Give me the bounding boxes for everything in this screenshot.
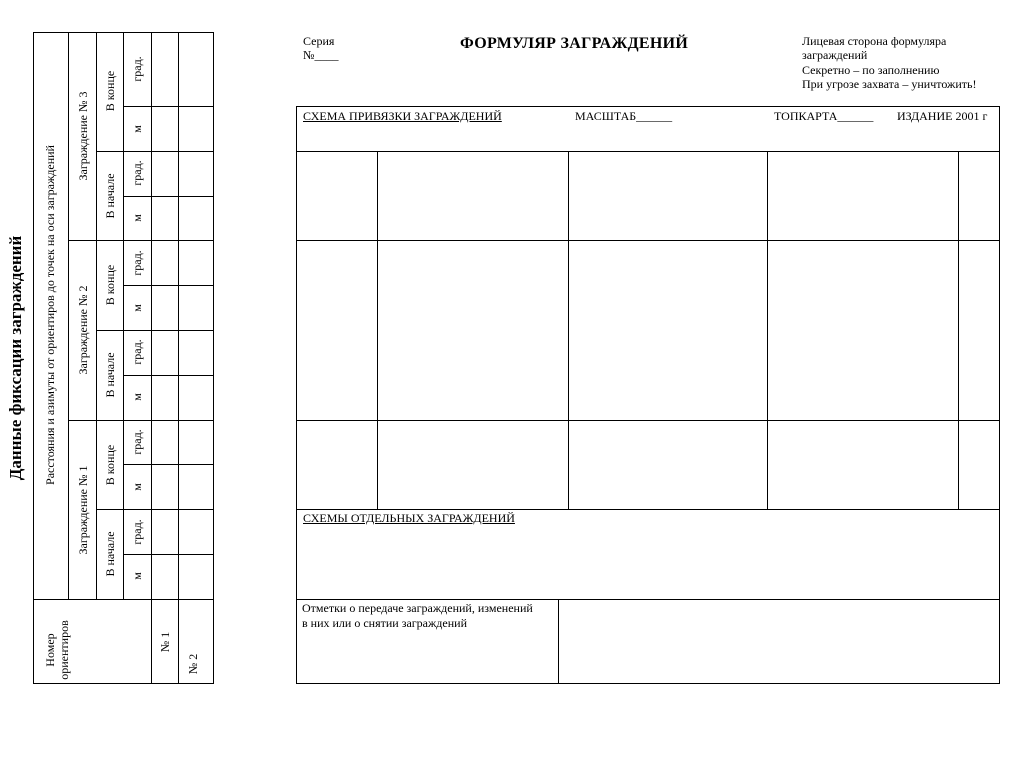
- number-field: №____: [303, 48, 339, 62]
- fixation-vertical-title: Данные фиксации заграждений: [6, 235, 25, 481]
- scale-field: МАСШТАБ______: [575, 109, 673, 123]
- transfer-label-line-1: Отметки о передаче заграждений, изменений: [302, 601, 533, 615]
- unit-deg-label: град.: [130, 56, 144, 82]
- unit-m-label: м: [130, 125, 144, 133]
- barrier-1-end-label: В конце: [103, 444, 117, 486]
- landmark-2-label: № 2: [186, 653, 200, 675]
- unit-deg-label: град.: [130, 519, 144, 545]
- form-title: ФОРМУЛЯР ЗАГРАЖДЕНИЙ: [460, 35, 689, 52]
- unit-deg-label: град.: [130, 250, 144, 276]
- scheme-title: СХЕМА ПРИВЯЗКИ ЗАГРАЖДЕНИЙ: [303, 109, 502, 123]
- transfer-label-line-2: в них или о снятии заграждений: [302, 616, 467, 630]
- landmark-1-label: № 1: [158, 631, 172, 653]
- barrier-3-end-label: В конце: [103, 70, 117, 112]
- separate-schemes-title: СХЕМЫ ОТДЕЛЬНЫХ ЗАГРАЖДЕНИЙ: [303, 511, 515, 525]
- barrier-3-label: Заграждение № 3: [76, 91, 90, 181]
- secrecy-note: Секретно – по заполнению: [802, 63, 940, 77]
- unit-m-label: м: [130, 483, 144, 491]
- barrier-3-start-label: В начале: [103, 173, 117, 219]
- unit-m-label: м: [130, 214, 144, 222]
- destroy-note: При угрозе захвата – уничтожить!: [802, 77, 977, 91]
- unit-m-label: м: [130, 572, 144, 580]
- fixation-subtitle: Расстояния и азимуты от ориентиров до точек на оси заграждений: [43, 145, 57, 485]
- unit-m-label: м: [130, 393, 144, 401]
- landmark-header: Номер ориентиров: [43, 620, 71, 680]
- unit-deg-label: град.: [130, 160, 144, 186]
- unit-m-label: м: [130, 304, 144, 312]
- topomap-field: ТОПКАРТА______: [774, 109, 874, 123]
- unit-deg-label: град.: [130, 339, 144, 365]
- note-line-1: Лицевая сторона формуляра: [802, 34, 947, 48]
- barrier-2-start-label: В начале: [103, 352, 117, 398]
- unit-deg-label: град.: [130, 429, 144, 455]
- note-line-2: заграждений: [802, 48, 868, 62]
- edition-label: ИЗДАНИЕ 2001 г: [897, 109, 988, 123]
- barrier-2-label: Заграждение № 2: [76, 285, 90, 375]
- barrier-2-end-label: В конце: [103, 264, 117, 306]
- barrier-1-start-label: В начале: [103, 531, 117, 577]
- series-label: Серия: [303, 34, 335, 48]
- barrier-1-label: Заграждение № 1: [76, 465, 90, 555]
